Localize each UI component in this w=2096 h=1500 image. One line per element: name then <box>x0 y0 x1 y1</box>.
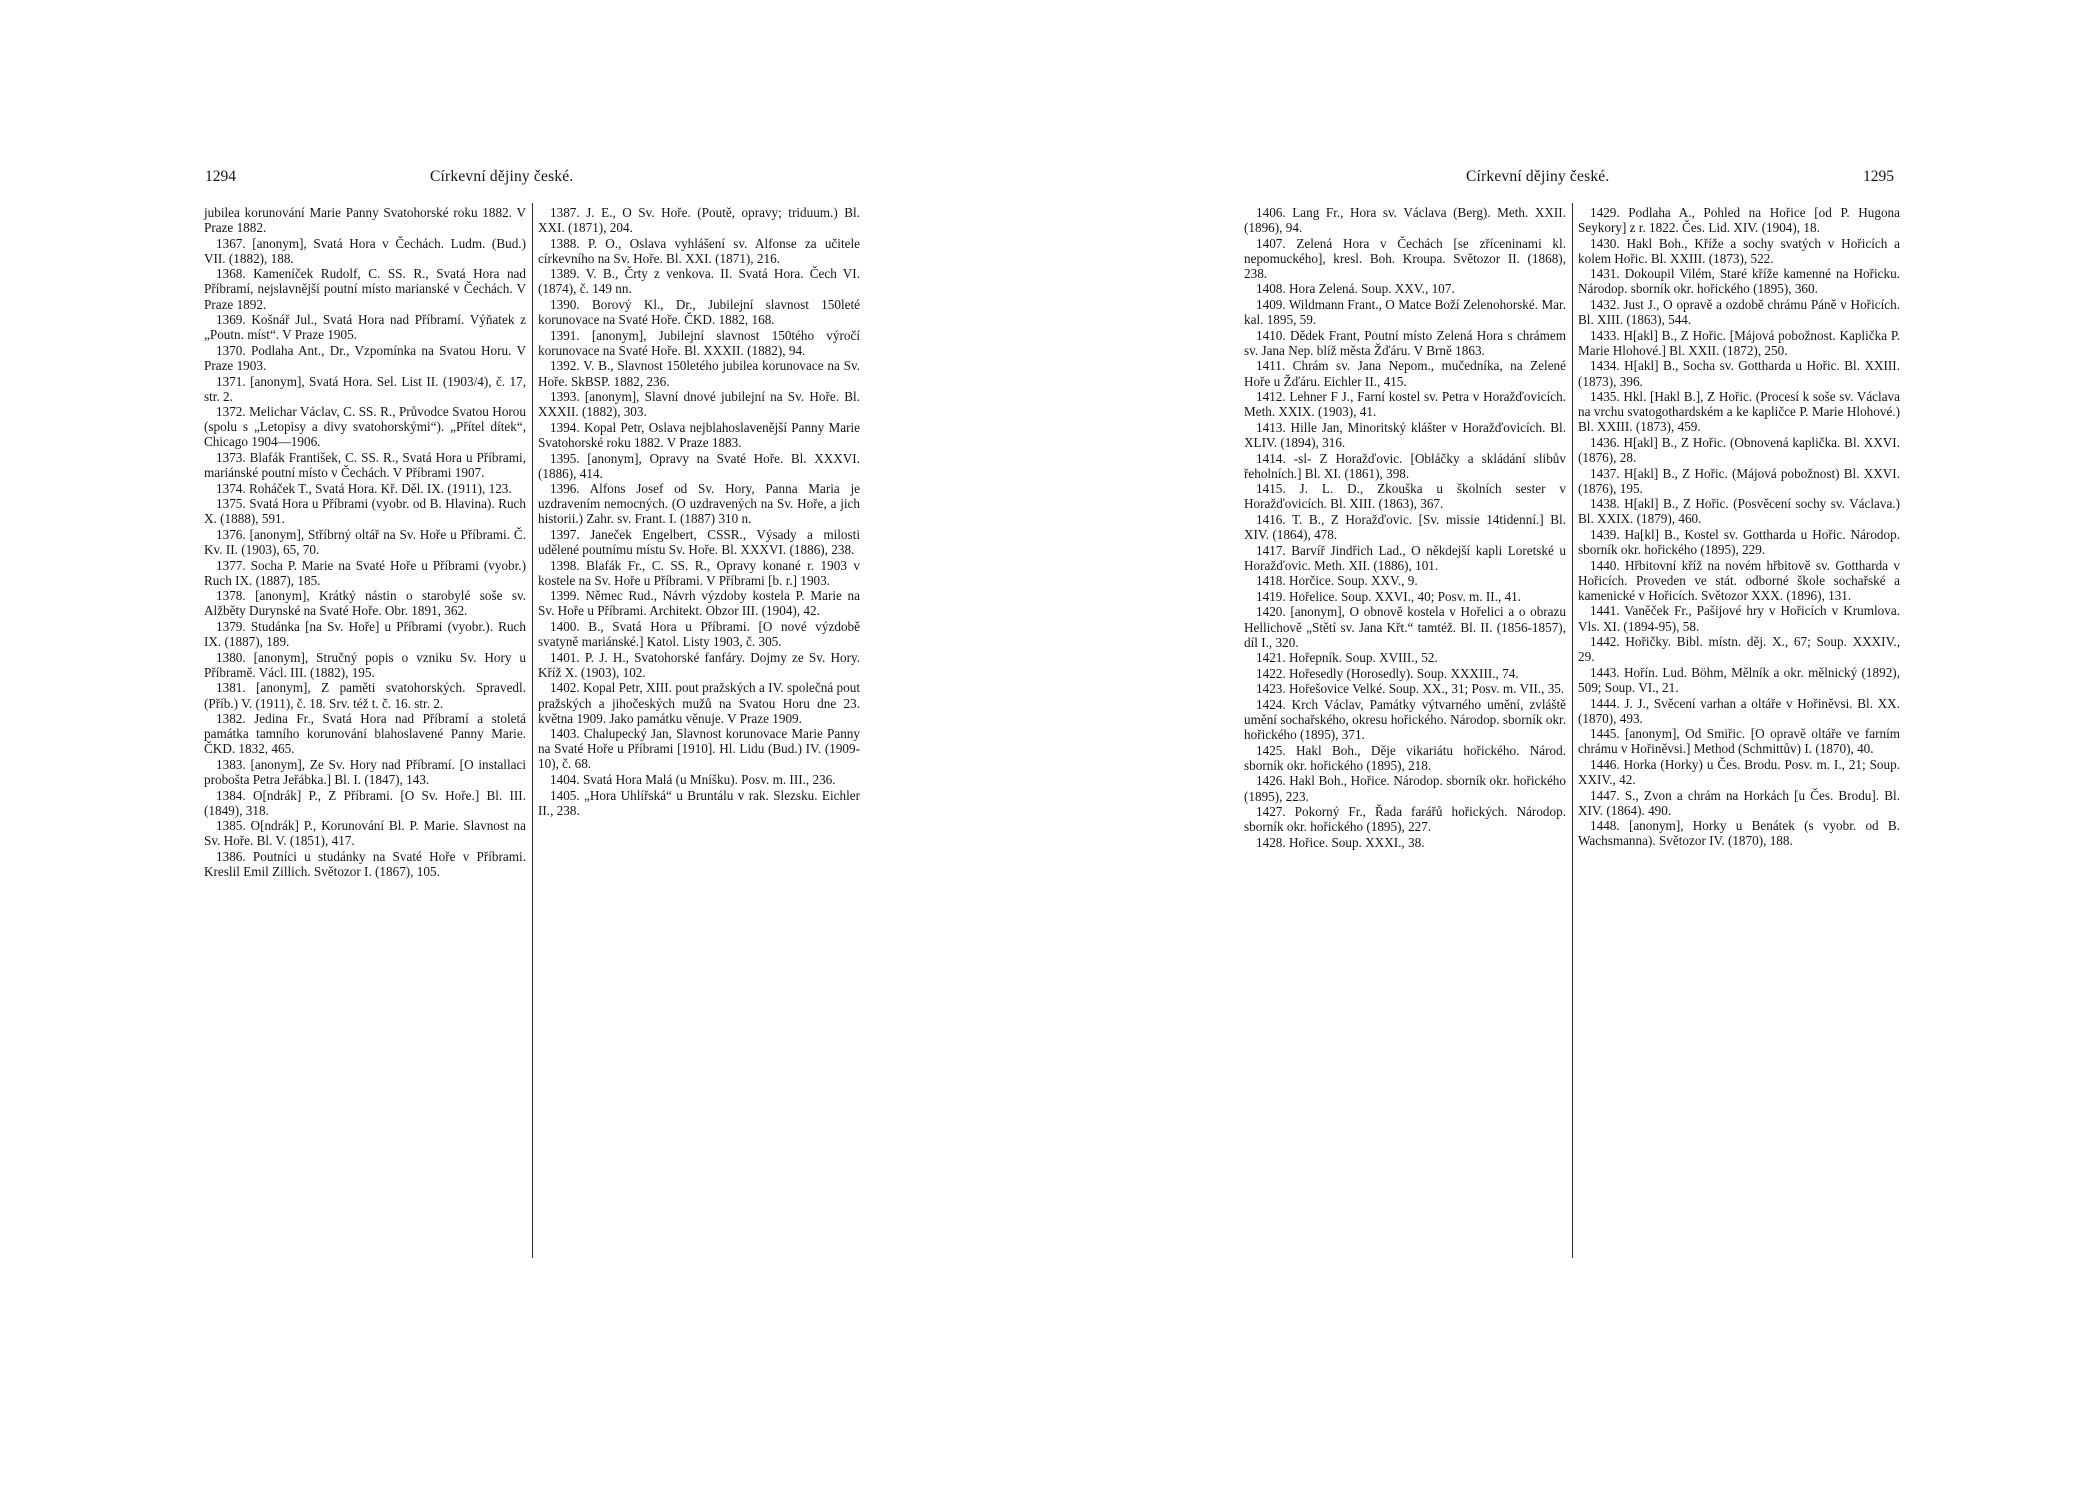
bibliography-entry: 1430. Hakl Boh., Kříže a sochy svatých v Hořicích a kolem Hořic. Bl. XXIII. (1873), 522. <box>1578 235 1900 266</box>
bibliography-entry: 1388. P. O., Oslava vyhlášení sv. Alfonse za učitele církevního na Sv. Hoře. Bl. XXI. (1871), 216. <box>538 235 860 266</box>
bibliography-entry: 1377. Socha P. Marie na Svaté Hoře u Příbrami (vyobr.) Ruch IX. (1887), 185. <box>204 557 526 588</box>
bibliography-entry: 1406. Lang Fr., Hora sv. Václava (Berg). Meth. XXII. (1896), 94. <box>1244 205 1566 236</box>
bibliography-entry: 1438. H[akl] B., Z Hořic. (Posvěcení sochy sv. Václava.) Bl. XXIX. (1879), 460. <box>1578 496 1900 527</box>
bibliography-entry: 1385. O[ndrák] P., Korunování Bl. P. Marie. Slavnost na Sv. Hoře. Bl. V. (1851), 417. <box>204 818 526 849</box>
bibliography-entry: 1400. B., Svatá Hora u Příbrami. [O nové výzdobě svatyně mariánské.] Katol. Listy 1903, č. 305. <box>538 619 860 650</box>
bibliography-entry: 1420. [anonym], O obnově kostela v Hořelici a o obrazu Hellichově „Stětí sv. Jana Křt.“ tamtéž. Bl. II. (1856-1857), díl I., 320. <box>1244 604 1566 650</box>
bibliography-entry: 1435. Hkl. [Hakl B.], Z Hořic. (Procesí k soše sv. Václava na vrchu svatogothardském a ke kapličce P. Marie Hlohové.) Bl. XXIII. (1873), 459. <box>1578 389 1900 435</box>
bibliography-entry: 1376. [anonym], Stříbrný oltář na Sv. Hoře u Příbrami. Č. Kv. II. (1903), 65, 70. <box>204 526 526 558</box>
bibliography-entry: 1448. [anonym], Horky u Benátek (s vyobr. od B. Wachsmanna). Světozor IV. (1870), 188. <box>1578 818 1900 849</box>
bibliography-entry: 1393. [anonym], Slavní dnové jubilejní na Sv. Hoře. Bl. XXXII. (1882), 303. <box>538 389 860 420</box>
text-column <box>1244 205 1566 850</box>
bibliography-entry: 1418. Horčice. Soup. XXV., 9. <box>1256 573 1418 589</box>
page-number: 1295 <box>1863 168 1894 185</box>
bibliography-entry: 1367. [anonym], Svatá Hora v Čechách. Ludm. (Bud.) VII. (1882), 188. <box>204 235 526 266</box>
bibliography-entry: 1409. Wildmann Frant., O Matce Boží Zelenohorské. Mar. kal. 1895, 59. <box>1244 297 1566 328</box>
bibliography-entry: 1433. H[akl] B., Z Hořic. [Májová pobožnost. Kaplička P. Marie Hlohové.] Bl. XXII. (1872), 250. <box>1578 327 1900 358</box>
bibliography-entry: 1443. Hořín. Lud. Böhm, Mělník a okr. mělnický (1892), 509; Soup. VI., 21. <box>1578 664 1900 695</box>
bibliography-entry: 1401. P. J. H., Svatohorské fanfáry. Dojmy ze Sv. Hory. Kříž X. (1903), 102. <box>538 649 860 680</box>
page-right <box>1240 0 1900 1500</box>
bibliography-entry: 1391. [anonym], Jubilejní slavnost 150tého výročí korunovace na Svaté Hoře. Bl. XXXII. (1882), 94. <box>538 327 860 358</box>
bibliography-entry: 1412. Lehner F J., Farní kostel sv. Petra v Horažďovicích. Meth. XXIX. (1903), 41. <box>1244 389 1566 420</box>
bibliography-entry: 1374. Roháček T., Svatá Hora. Kř. Děl. IX. (1911), 123. <box>216 480 512 496</box>
running-head <box>200 168 860 190</box>
bibliography-entry: 1427. Pokorný Fr., Řada farářů hořických. Národop. sborník okr. hořického (1895), 227. <box>1244 804 1566 835</box>
bibliography-entry: 1432. Just J., O opravě a ozdobě chrámu Páně v Hořicích. Bl. XIII. (1863), 544. <box>1578 297 1900 328</box>
bibliography-entry: 1378. [anonym], Krátký nástin o starobylé soše sv. Alžběty Durynské na Svaté Hoře. Obr. 1891, 362. <box>204 588 526 619</box>
bibliography-entry: 1413. Hille Jan, Minoritský klášter v Horažďovicích. Bl. XLIV. (1894), 316. <box>1244 419 1566 450</box>
bibliography-entry: 1396. Alfons Josef od Sv. Hory, Panna Maria je uzdravením nemocných. (O uzdravených na Sv. Hoře, a jich historii.) Zahr. sv. Frant. I. (1887) 310 n. <box>538 481 860 527</box>
bibliography-entry: 1372. Melichar Václav, C. SS. R., Průvodce Svatou Horou (spolu s „Letopisy a divy svatohorskými“). „Přítel dítek“, Chicago 1904—1906. <box>204 404 526 450</box>
bibliography-entry: 1437. H[akl] B., Z Hořic. (Májová pobožnost) Bl. XXVI. (1876), 195. <box>1578 465 1900 496</box>
bibliography-entry: 1402. Kopal Petr, XIII. pout pražských a IV. společná pout pražských a jihočeských mužů na Svatou Horu dne 23. května 1909. Jako památku věnuje. V Praze 1909. <box>538 680 860 726</box>
running-title: Církevní dějiny české. <box>1466 168 1610 185</box>
bibliography-entry: 1405. „Hora Uhlířská“ u Bruntálu v rak. Slezsku. Eichler II., 238. <box>538 787 860 818</box>
bibliography-entry: 1383. [anonym], Ze Sv. Hory nad Příbramí. [O installaci probošta Petra Jeřábka.] Bl. I. (1847), 143. <box>204 756 526 787</box>
bibliography-entry: 1384. O[ndrák] P., Z Příbrami. [O Sv. Hoře.] Bl. III. (1849), 318. <box>204 787 526 818</box>
bibliography-entry: 1408. Hora Zelená. Soup. XXV., 107. <box>1256 281 1455 297</box>
bibliography-entry: 1389. V. B., Črty z venkova. II. Svatá Hora. Čech VI. (1874), č. 149 nn. <box>538 266 860 297</box>
text-column <box>1578 205 1900 848</box>
running-head <box>1240 168 1900 190</box>
text-column <box>204 205 526 879</box>
bibliography-entry: 1444. J. J., Svěcení varhan a oltáře v Hořiněvsi. Bl. XX. (1870), 493. <box>1578 695 1900 726</box>
bibliography-entry: 1440. Hřbitovní kříž na novém hřbitově sv. Gottharda v Hořicích. Proveden ve stát. odborné škole sochařské a kamenické v Hořicích. Světozor XXX. (1896), 131. <box>1578 557 1900 603</box>
bibliography-entry: 1436. H[akl] B., Z Hořic. (Obnovená kaplička. Bl. XXVI. (1876), 28. <box>1578 434 1900 465</box>
bibliography-entry: 1399. Němec Rud., Návrh výzdoby kostela P. Marie na Sv. Hoře u Příbrami. Architekt. Obzor III. (1904), 42. <box>538 588 860 619</box>
running-title: Církevní dějiny české. <box>430 168 574 185</box>
bibliography-entry: 1425. Hakl Boh., Děje vikariátu hořického. Národ. sborník okr. hořického (1895), 218. <box>1244 742 1566 773</box>
bibliography-entry: 1375. Svatá Hora u Příbrami (vyobr. od B. Hlavina). Ruch X. (1888), 591. <box>204 496 526 527</box>
bibliography-entry: 1371. [anonym], Svatá Hora. Sel. List II. (1903/4), č. 17, str. 2. <box>204 373 526 404</box>
bibliography-entry: 1411. Chrám sv. Jana Nepom., mučedníka, na Zelené Hoře u Žďáru. Eichler II., 415. <box>1244 358 1566 389</box>
column-rule <box>532 203 533 1258</box>
bibliography-entry: 1403. Chalupecký Jan, Slavnost korunovace Marie Panny na Svaté Hoře u Příbrami [1910]. Hl. Lidu (Bud.) IV. (1909-10), č. 68. <box>538 726 860 772</box>
bibliography-entry: 1429. Podlaha A., Pohled na Hořice [od P. Hugona Seykory] z r. 1822. Čes. Lid. XIV. (1904), 18. <box>1578 205 1900 236</box>
bibliography-entry: 1369. Košnář Jul., Svatá Hora nad Příbramí. Výňatek z „Poutn. míst“. V Praze 1905. <box>204 312 526 343</box>
bibliography-entry: 1434. H[akl] B., Socha sv. Gottharda u Hořic. Bl. XXIII. (1873), 396. <box>1578 358 1900 389</box>
bibliography-entry: 1373. Blafák František, C. SS. R., Svatá Hora u Příbrami, mariánské poutní místo v Čechách. V Příbrami 1907. <box>204 450 526 481</box>
bibliography-entry: 1394. Kopal Petr, Oslava nejblahoslavenější Panny Marie Svatohorské roku 1882. V Praze 1883. <box>538 419 860 450</box>
bibliography-entry: 1395. [anonym], Opravy na Svaté Hoře. Bl. XXXVI. (1886), 414. <box>538 450 860 481</box>
column-rule <box>1572 203 1573 1258</box>
bibliography-entry: 1415. J. L. D., Zkouška u školních sester v Horažďovicích. Bl. XIII. (1863), 367. <box>1244 481 1566 512</box>
bibliography-entry: 1417. Barvíř Jindřich Lad., O někdejší kapli Loretské u Horažďovic. Meth. XII. (1886), 101. <box>1244 542 1566 573</box>
bibliography-entry: 1421. Hořepník. Soup. XVIII., 52. <box>1256 650 1438 666</box>
bibliography-entry: 1390. Borový Kl., Dr., Jubilejní slavnost 150leté korunovace na Svaté Hoře. ČKD. 1882, 168. <box>538 297 860 328</box>
bibliography-entry: 1410. Dědek Frant, Poutní místo Zelená Hora s chrámem sv. Jana Nep. blíž města Žďáru. V Brně 1863. <box>1244 327 1566 358</box>
bibliography-entry: 1419. Hořelice. Soup. XXVI., 40; Posv. m. II., 41. <box>1256 588 1522 604</box>
bibliography-entry: 1379. Studánka [na Sv. Hoře] u Příbrami (vyobr.). Ruch IX. (1887), 189. <box>204 619 526 650</box>
bibliography-entry: 1441. Vaněček Fr., Pašijové hry v Hořicích v Krumlova. Vls. XI. (1894-95), 58. <box>1578 603 1900 634</box>
bibliography-entry: 1386. Poutníci u studánky na Svaté Hoře v Příbrami. Kreslil Emil Zillich. Světozor I. (1867), 105. <box>204 848 526 880</box>
page-left <box>200 0 860 1500</box>
bibliography-entry: 1447. S., Zvon a chrám na Horkách [u Čes. Brodu]. Bl. XIV. (1864). 490. <box>1578 787 1900 818</box>
text-column <box>538 205 860 818</box>
bibliography-entry: 1445. [anonym], Od Smiřic. [O opravě oltáře ve farním chrámu v Hořiněvsi.] Method (Schmittův) I. (1870), 40. <box>1578 726 1900 757</box>
bibliography-entry: 1422. Hořesedly (Horosedly). Soup. XXXIII., 74. <box>1256 665 1519 681</box>
bibliography-entry: jubilea korunování Marie Panny Svatohorské roku 1882. V Praze 1882. <box>204 205 526 236</box>
bibliography-entry: 1414. -sl- Z Horažďovic. [Obláčky a skládání slibův řeholních.] Bl. XI. (1861), 398. <box>1244 450 1566 481</box>
bibliography-entry: 1446. Horka (Horky) u Čes. Brodu. Posv. m. I., 21; Soup. XXIV., 42. <box>1578 756 1900 787</box>
bibliography-entry: 1426. Hakl Boh., Hořice. Národop. sborník okr. hořického (1895), 223. <box>1244 773 1566 804</box>
bibliography-entry: 1407. Zelená Hora v Čechách [se zříceninami kl. nepomuckého], kresl. Boh. Kroupa. Světozor II. (1868), 238. <box>1244 235 1566 281</box>
bibliography-entry: 1439. Ha[kl] B., Kostel sv. Gottharda u Hořic. Národop. sborník okr. hořického (1895), 229. <box>1578 526 1900 558</box>
bibliography-entry: 1431. Dokoupil Vilém, Staré kříže kamenné na Hořicku. Národop. sborník okr. hořického (1895), 360. <box>1578 266 1900 297</box>
page-number: 1294 <box>205 168 236 185</box>
bibliography-entry: 1368. Kameníček Rudolf, C. SS. R., Svatá Hora nad Příbramí, nejslavnější poutní místo marianské v Čechách. V Praze 1892. <box>204 266 526 312</box>
bibliography-entry: 1404. Svatá Hora Malá (u Mníšku). Posv. m. III., 236. <box>550 771 836 787</box>
bibliography-entry: 1387. J. E., O Sv. Hoře. (Poutě, opravy; triduum.) Bl. XXI. (1871), 204. <box>538 205 860 236</box>
bibliography-entry: 1392. V. B., Slavnost 150letého jubilea korunovace na Sv. Hoře. SkBSP. 1882, 236. <box>538 358 860 389</box>
bibliography-entry: 1428. Hořice. Soup. XXXI., 38. <box>1256 834 1425 850</box>
bibliography-entry: 1381. [anonym], Z paměti svatohorských. Spravedl. (Příb.) V. (1911), č. 18. Srv. též t. č. 16. str. 2. <box>204 680 526 711</box>
bibliography-entry: 1382. Jedina Fr., Svatá Hora nad Příbramí a stoletá památka tamního korunování blahoslavené Panny Marie. ČKD. 1832, 465. <box>204 711 526 757</box>
bibliography-entry: 1380. [anonym], Stručný popis o vzniku Sv. Hory u Příbramě. Václ. III. (1882), 195. <box>204 649 526 680</box>
bibliography-entry: 1370. Podlaha Ant., Dr., Vzpomínka na Svatou Horu. V Praze 1903. <box>204 342 526 373</box>
bibliography-entry: 1397. Janeček Engelbert, CSSR., Výsady a milosti udělené poutnímu místu Sv. Hoře. Bl. XXXVI. (1886), 238. <box>538 526 860 558</box>
bibliography-entry: 1416. T. B., Z Horažďovic. [Sv. missie 14tidenní.] Bl. XIV. (1864), 478. <box>1244 511 1566 542</box>
bibliography-entry: 1442. Hořičky. Bibl. místn. děj. X., 67; Soup. XXXIV., 29. <box>1578 634 1900 665</box>
bibliography-entry: 1398. Blafák Fr., C. SS. R., Opravy konané r. 1903 v kostele na Sv. Hoře u Příbrami. V Příbrami [b. r.] 1903. <box>538 557 860 588</box>
bibliography-entry: 1423. Hořešovice Velké. Soup. XX., 31; Posv. m. VII., 35. <box>1256 681 1565 697</box>
bibliography-entry: 1424. Krch Václav, Památky výtvarného umění, zvláště umění sochařského, okresu hořického. Národop. sborník okr. hořického (1895), 371. <box>1244 697 1566 743</box>
